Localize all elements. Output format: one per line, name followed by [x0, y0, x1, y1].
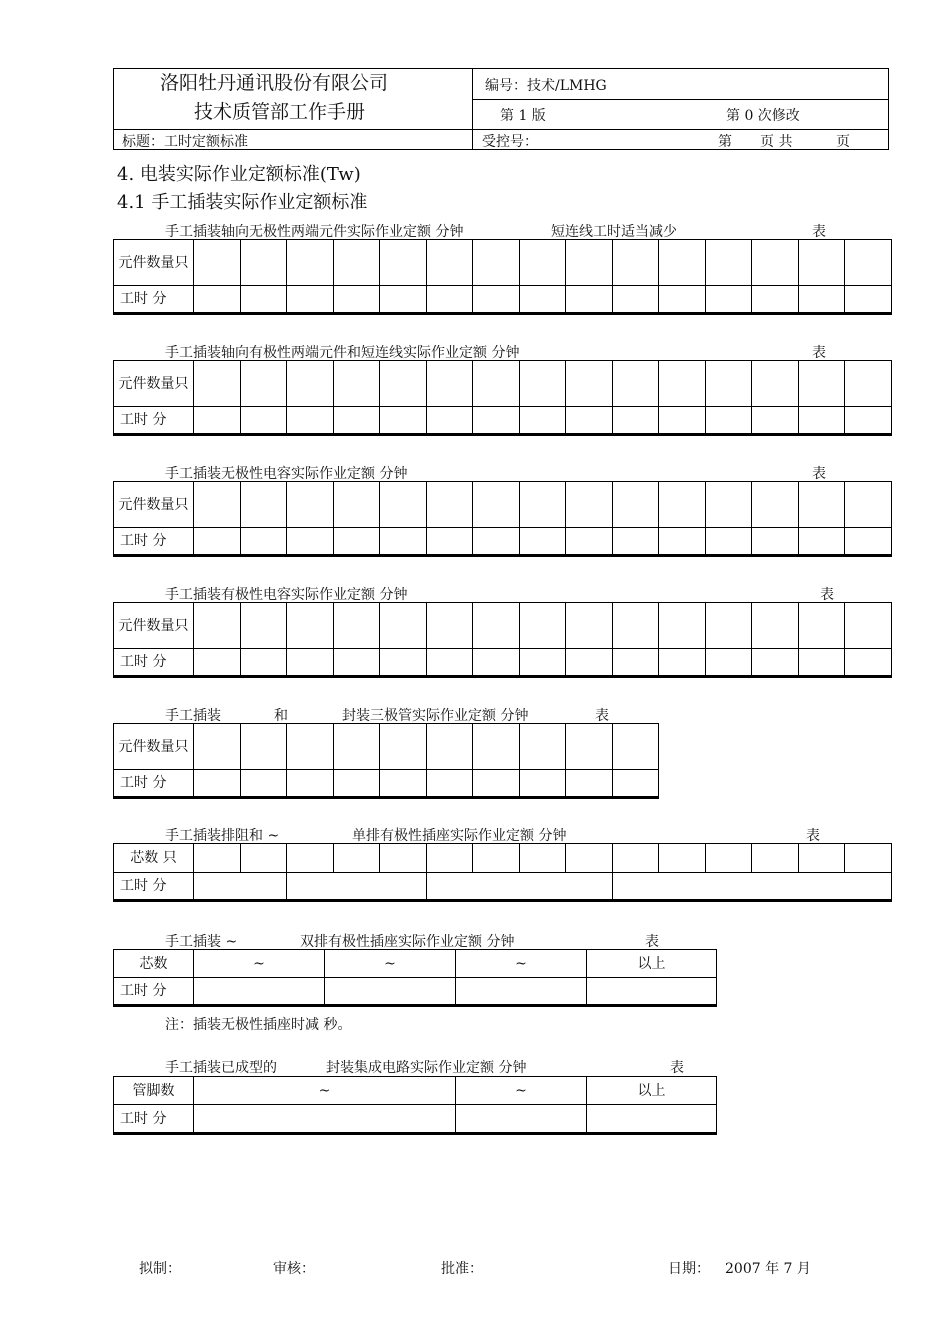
- table-cell: [473, 770, 520, 798]
- table-cell: [659, 482, 706, 528]
- table-cell: [287, 286, 334, 314]
- table-cell: [705, 361, 752, 407]
- row-label: 元件数量只: [114, 603, 194, 649]
- range-cell: ~: [456, 1077, 587, 1105]
- table-cell: [612, 240, 659, 286]
- row-label: 芯数 只: [114, 844, 194, 873]
- table-cell: [426, 873, 612, 901]
- rate-table-4: [113, 602, 892, 678]
- row-label: 工时 分: [114, 770, 194, 798]
- table-cell: [612, 603, 659, 649]
- row-label: 元件数量只: [114, 724, 194, 770]
- table-cell: [612, 873, 891, 901]
- table-cell: [287, 873, 427, 901]
- table-cell: [426, 482, 473, 528]
- table-cell: [705, 407, 752, 435]
- table-cell: [194, 361, 241, 407]
- row-label: 元件数量只: [114, 361, 194, 407]
- range-cell: ~: [325, 950, 456, 978]
- table-cell: [194, 286, 241, 314]
- document-header: [113, 68, 889, 150]
- table-caption: 双排有极性插座实际作业定额 分钟: [300, 934, 515, 950]
- table-cell: [519, 649, 566, 677]
- table-cell: [333, 361, 380, 407]
- table-cell: [240, 724, 287, 770]
- table-cell: [845, 649, 892, 677]
- table-cell: [473, 240, 520, 286]
- table-cell: [333, 407, 380, 435]
- manual-title: 技术质管部工作手册: [194, 101, 366, 123]
- table-cell: [519, 407, 566, 435]
- table-cell: [240, 240, 287, 286]
- table-cell: [333, 770, 380, 798]
- table-cell: [659, 528, 706, 556]
- section-heading: 4. 电装实际作业定额标准(Tw): [117, 164, 361, 185]
- table-cell: [519, 844, 566, 873]
- rate-table-6: [113, 843, 892, 902]
- table-cell: [240, 407, 287, 435]
- rate-table-3: [113, 481, 892, 557]
- table-cell: [380, 844, 427, 873]
- page-label-2: 页 共: [760, 134, 793, 150]
- table-cell: [333, 649, 380, 677]
- table-cell: [240, 770, 287, 798]
- table-cell: [566, 724, 613, 770]
- range-cell: ~: [194, 950, 325, 978]
- table-cell: [380, 407, 427, 435]
- table-caption: 手工插装有极性电容实际作业定额 分钟: [165, 587, 408, 603]
- edition: 第 1 版: [500, 108, 546, 124]
- table-cell: [194, 724, 241, 770]
- table-cell: [752, 528, 799, 556]
- table-cell: [798, 528, 845, 556]
- table-cell: [519, 603, 566, 649]
- table-cell: [333, 286, 380, 314]
- table-cell: [566, 482, 613, 528]
- range-cell: 以上: [587, 950, 717, 978]
- table-cell: [473, 286, 520, 314]
- table-cell: [240, 528, 287, 556]
- table-cell: [380, 361, 427, 407]
- table-cell: [845, 240, 892, 286]
- table-cell: [333, 844, 380, 873]
- table-cell: [473, 482, 520, 528]
- table-cell: [566, 361, 613, 407]
- table-caption: 手工插装已成型的: [165, 1060, 277, 1076]
- table-cell: [587, 1105, 717, 1134]
- table-cell: [519, 482, 566, 528]
- table-cell: [798, 407, 845, 435]
- table-cell: [426, 528, 473, 556]
- table-cell: [752, 407, 799, 435]
- page-label-3: 页: [836, 134, 850, 150]
- table-tag: 表: [812, 466, 826, 482]
- table-cell: [473, 528, 520, 556]
- table-cell: [845, 286, 892, 314]
- table-cell: [240, 844, 287, 873]
- table-cell: [194, 649, 241, 677]
- table-cell: [752, 361, 799, 407]
- document-title: 标题：工时定额标准: [122, 134, 248, 150]
- table-cell: [798, 649, 845, 677]
- table-cell: [473, 407, 520, 435]
- table-cell: [705, 528, 752, 556]
- table-tag: 表: [806, 828, 820, 844]
- table-cell: [240, 361, 287, 407]
- table-cell: [519, 724, 566, 770]
- table-cell: [194, 978, 325, 1006]
- table-cell: [845, 482, 892, 528]
- table-cell: [333, 482, 380, 528]
- table-cell: [380, 649, 427, 677]
- table-cell: [325, 978, 456, 1006]
- table-cell: [705, 240, 752, 286]
- table-cell: [194, 844, 241, 873]
- table-cell: [473, 361, 520, 407]
- rate-table-1: [113, 239, 892, 315]
- table-cell: [705, 482, 752, 528]
- table-cell: [612, 407, 659, 435]
- range-cell: ~: [456, 950, 587, 978]
- table-caption: 手工插装 ~: [165, 934, 238, 950]
- table-cell: [566, 603, 613, 649]
- table-cell: [566, 770, 613, 798]
- table-cell: [798, 240, 845, 286]
- table-cell: [194, 873, 287, 901]
- row-label: 工时 分: [114, 407, 194, 435]
- table-cell: [456, 978, 587, 1006]
- table-cell: [705, 844, 752, 873]
- table-cell: [659, 603, 706, 649]
- table-cell: [612, 770, 659, 798]
- table-cell: [426, 240, 473, 286]
- table-cell: [426, 603, 473, 649]
- table-cell: [659, 240, 706, 286]
- table-cell: [287, 724, 334, 770]
- table-cell: [519, 528, 566, 556]
- table-cell: [566, 528, 613, 556]
- range-cell: 以上: [587, 1077, 717, 1105]
- table-caption: 手工插装排阻和 ~: [165, 828, 280, 844]
- table-note: 注：插装无极性插座时减 秒。: [165, 1017, 352, 1033]
- table-cell: [426, 844, 473, 873]
- table-cell: [612, 361, 659, 407]
- reviewed-by: 审核：: [273, 1261, 315, 1277]
- table-cell: [798, 361, 845, 407]
- date-value: 2007 年 7 月: [725, 1261, 811, 1277]
- table-cell: [333, 724, 380, 770]
- table-cell: [659, 361, 706, 407]
- header-rule: [114, 129, 888, 130]
- table-cell: [752, 482, 799, 528]
- row-label: 工时 分: [114, 286, 194, 314]
- table-cell: [380, 286, 427, 314]
- table-cell: [287, 649, 334, 677]
- table-caption: 手工插装轴向无极性两端元件实际作业定额 分钟: [165, 224, 464, 240]
- table-cell: [287, 240, 334, 286]
- table-cell: [380, 528, 427, 556]
- table-cell: [659, 649, 706, 677]
- table-tag: 表: [645, 934, 659, 950]
- table-cell: [287, 407, 334, 435]
- table-cell: [519, 286, 566, 314]
- revision: 第 0 次修改: [726, 108, 800, 124]
- table-cell: [752, 844, 799, 873]
- table-cell: [287, 482, 334, 528]
- table-cell: [426, 361, 473, 407]
- table-cell: [752, 649, 799, 677]
- row-label: 工时 分: [114, 873, 194, 901]
- table-cell: [566, 286, 613, 314]
- table-cell: [566, 649, 613, 677]
- table-cell: [752, 603, 799, 649]
- table-note: 短连线工时适当减少: [551, 224, 677, 240]
- table-cell: [612, 482, 659, 528]
- row-label: 元件数量只: [114, 482, 194, 528]
- table-cell: [194, 528, 241, 556]
- table-tag: 表: [670, 1060, 684, 1076]
- table-cell: [380, 482, 427, 528]
- table-cell: [845, 844, 892, 873]
- row-label: 工时 分: [114, 528, 194, 556]
- table-cell: [426, 724, 473, 770]
- table-cell: [426, 407, 473, 435]
- document-number: 编号：技术/LMHG: [485, 78, 607, 94]
- row-label: 工时 分: [114, 649, 194, 677]
- row-label: 工时 分: [114, 1105, 194, 1134]
- table-cell: [333, 603, 380, 649]
- table-cell: [845, 361, 892, 407]
- table-caption: 手工插装: [165, 708, 221, 724]
- page-label-1: 第: [718, 134, 732, 150]
- table-cell: [380, 724, 427, 770]
- table-cell: [566, 240, 613, 286]
- table-cell: [287, 603, 334, 649]
- table-cell: [612, 844, 659, 873]
- table-cell: [333, 528, 380, 556]
- table-cell: [380, 240, 427, 286]
- table-cell: [612, 528, 659, 556]
- table-cell: [752, 286, 799, 314]
- range-cell: ~: [194, 1077, 456, 1105]
- table-cell: [473, 724, 520, 770]
- table-tag: 表: [812, 224, 826, 240]
- table-cell: [426, 770, 473, 798]
- table-cell: [566, 407, 613, 435]
- table-cell: [519, 770, 566, 798]
- table-cell: [798, 286, 845, 314]
- table-cell: [519, 240, 566, 286]
- table-cell: [287, 844, 334, 873]
- table-cell: [194, 770, 241, 798]
- table-cell: [426, 649, 473, 677]
- table-cell: [380, 770, 427, 798]
- table-cell: [426, 286, 473, 314]
- table-caption: 封装三极管实际作业定额 分钟: [342, 708, 529, 724]
- table-cell: [705, 603, 752, 649]
- table-cell: [194, 482, 241, 528]
- table-caption: 单排有极性插座实际作业定额 分钟: [352, 828, 567, 844]
- table-cell: [705, 649, 752, 677]
- table-caption: 和: [274, 708, 288, 724]
- table-cell: [287, 770, 334, 798]
- table-tag: 表: [820, 587, 834, 603]
- table-cell: [705, 286, 752, 314]
- table-cell: [845, 528, 892, 556]
- table-cell: [473, 649, 520, 677]
- table-caption: 手工插装轴向有极性两端元件和短连线实际作业定额 分钟: [165, 345, 520, 361]
- table-cell: [798, 844, 845, 873]
- table-cell: [380, 603, 427, 649]
- table-cell: [240, 603, 287, 649]
- table-cell: [194, 1105, 456, 1134]
- table-cell: [566, 844, 613, 873]
- table-cell: [845, 603, 892, 649]
- rate-table-7: [113, 949, 717, 1007]
- subsection-heading: 4.1 手工插装实际作业定额标准: [117, 192, 368, 213]
- table-cell: [473, 844, 520, 873]
- table-cell: [240, 649, 287, 677]
- row-label: 元件数量只: [114, 240, 194, 286]
- date-label: 日期：: [668, 1261, 710, 1277]
- row-label: 管脚数: [114, 1077, 194, 1105]
- table-cell: [194, 603, 241, 649]
- table-cell: [333, 240, 380, 286]
- table-cell: [612, 286, 659, 314]
- table-cell: [798, 603, 845, 649]
- table-cell: [287, 528, 334, 556]
- table-cell: [612, 649, 659, 677]
- table-cell: [240, 286, 287, 314]
- table-cell: [194, 407, 241, 435]
- rate-table-8: [113, 1076, 717, 1135]
- rate-table-5: [113, 723, 659, 799]
- company-name: 洛阳牡丹通讯股份有限公司: [160, 72, 389, 94]
- table-cell: [752, 240, 799, 286]
- row-label: 芯数: [114, 950, 194, 978]
- table-cell: [587, 978, 717, 1006]
- table-cell: [659, 844, 706, 873]
- table-cell: [612, 724, 659, 770]
- header-rule: [472, 99, 888, 100]
- table-cell: [519, 361, 566, 407]
- table-tag: 表: [812, 345, 826, 361]
- header-divider: [472, 69, 473, 149]
- table-cell: [473, 603, 520, 649]
- table-caption: 封装集成电路实际作业定额 分钟: [326, 1060, 527, 1076]
- row-label: 工时 分: [114, 978, 194, 1006]
- table-caption: 手工插装无极性电容实际作业定额 分钟: [165, 466, 408, 482]
- drafted-by: 拟制：: [139, 1261, 181, 1277]
- control-number: 受控号：: [482, 134, 538, 150]
- table-tag: 表: [595, 708, 609, 724]
- rate-table-2: [113, 360, 892, 436]
- table-cell: [798, 482, 845, 528]
- table-cell: [659, 286, 706, 314]
- table-cell: [287, 361, 334, 407]
- table-cell: [845, 407, 892, 435]
- table-cell: [194, 240, 241, 286]
- approved-by: 批准：: [441, 1261, 483, 1277]
- table-cell: [659, 407, 706, 435]
- table-cell: [240, 482, 287, 528]
- table-cell: [456, 1105, 587, 1134]
